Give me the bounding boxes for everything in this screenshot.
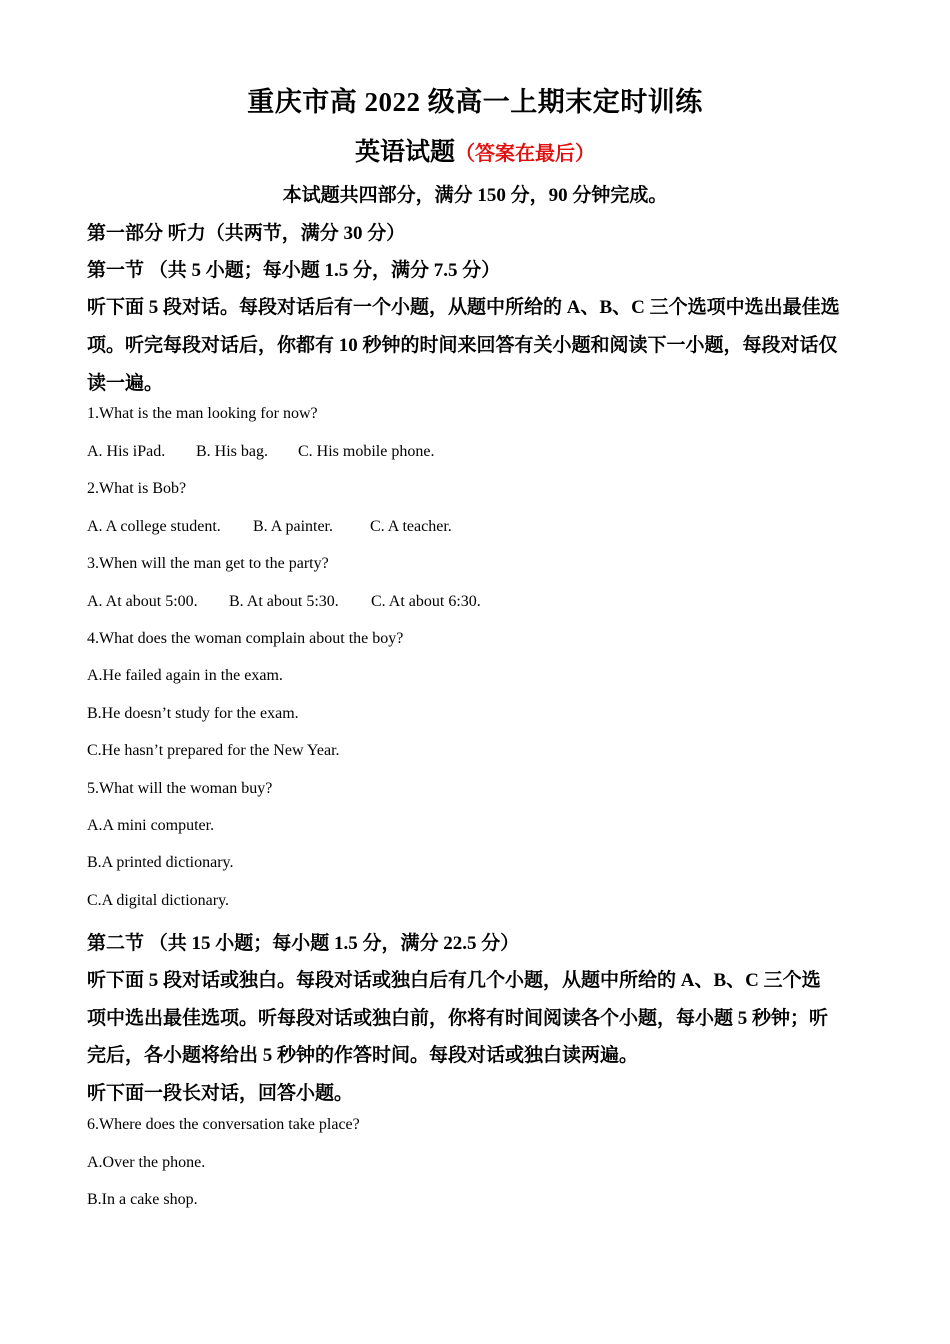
option: A. His iPad.: [87, 443, 166, 460]
question-stem: 3.When will the man get to the party?: [87, 555, 329, 572]
option: B. A painter.: [253, 518, 333, 535]
subject-heading: [0, 132, 950, 168]
subject-title: 英语试题: [354, 139, 455, 166]
section2-instruction-line: 项中选出最佳选项。听每段对话或独白前，你将有时间阅读各个小题，每小题 5 秒钟；听: [87, 1008, 829, 1029]
exam-title: 重庆市高 2022 级高一上期末定时训练: [247, 87, 703, 117]
question-stem: 2.What is Bob?: [87, 480, 187, 497]
option: C. His mobile phone.: [298, 443, 435, 460]
option: C.A digital dictionary.: [87, 892, 230, 909]
option: B.He doesn’t study for the exam.: [87, 705, 299, 722]
option: C. A teacher.: [370, 518, 452, 535]
option: B. At about 5:30.: [229, 593, 339, 610]
option: B.In a cake shop.: [87, 1191, 198, 1208]
exam-intro: 本试题共四部分，满分 150 分，90 分钟完成。: [282, 185, 668, 206]
answer-note: （答案在最后）: [455, 143, 595, 165]
question-stem: 4.What does the woman complain about the boy?: [87, 630, 404, 647]
option: A. At about 5:00.: [87, 593, 198, 610]
question-stem: 5.What will the woman buy?: [87, 780, 273, 797]
section2-heading: 第二节 （共 15 小题；每小题 1.5 分，满分 22.5 分）: [87, 933, 520, 954]
question-options: [87, 518, 860, 536]
section2-instruction-line: 听下面 5 段对话或独白。每段对话或独白后有几个小题，从题中所给的 A、B、C 三个选: [87, 970, 821, 991]
question-options: [87, 443, 860, 461]
section1-instruction-line: 项。听完每段对话后，你都有 10 秒钟的时间来回答有关小题和阅读下一小题，每段对话仅: [87, 335, 838, 356]
option: A. A college student.: [87, 518, 221, 535]
part1-heading: 第一部分 听力（共两节，满分 30 分）: [87, 223, 406, 244]
section2-sub-instruction: 听下面一段长对话，回答小题。: [87, 1083, 354, 1104]
option: A.Over the phone.: [87, 1154, 206, 1171]
question-options: [87, 593, 860, 611]
option: A.A mini computer.: [87, 817, 215, 834]
option: B. His bag.: [196, 443, 268, 460]
option: B.A printed dictionary.: [87, 854, 234, 871]
section1-instruction-line: 听下面 5 段对话。每段对话后有一个小题，从题中所给的 A、B、C 三个选项中选出最佳选: [87, 297, 840, 318]
option: A.He failed again in the exam.: [87, 667, 283, 684]
question-stem: 1.What is the man looking for now?: [87, 405, 318, 422]
section2-instruction-line: 完后，各小题将给出 5 秒钟的作答时间。每段对话或独白读两遍。: [87, 1045, 639, 1066]
option: C.He hasn’t prepared for the New Year.: [87, 742, 340, 759]
section1-heading: 第一节 （共 5 小题；每小题 1.5 分，满分 7.5 分）: [87, 260, 501, 281]
question-stem: 6.Where does the conversation take place?: [87, 1116, 360, 1133]
section1-instruction-line: 读一遍。: [87, 373, 164, 394]
option: C. At about 6:30.: [371, 593, 481, 610]
